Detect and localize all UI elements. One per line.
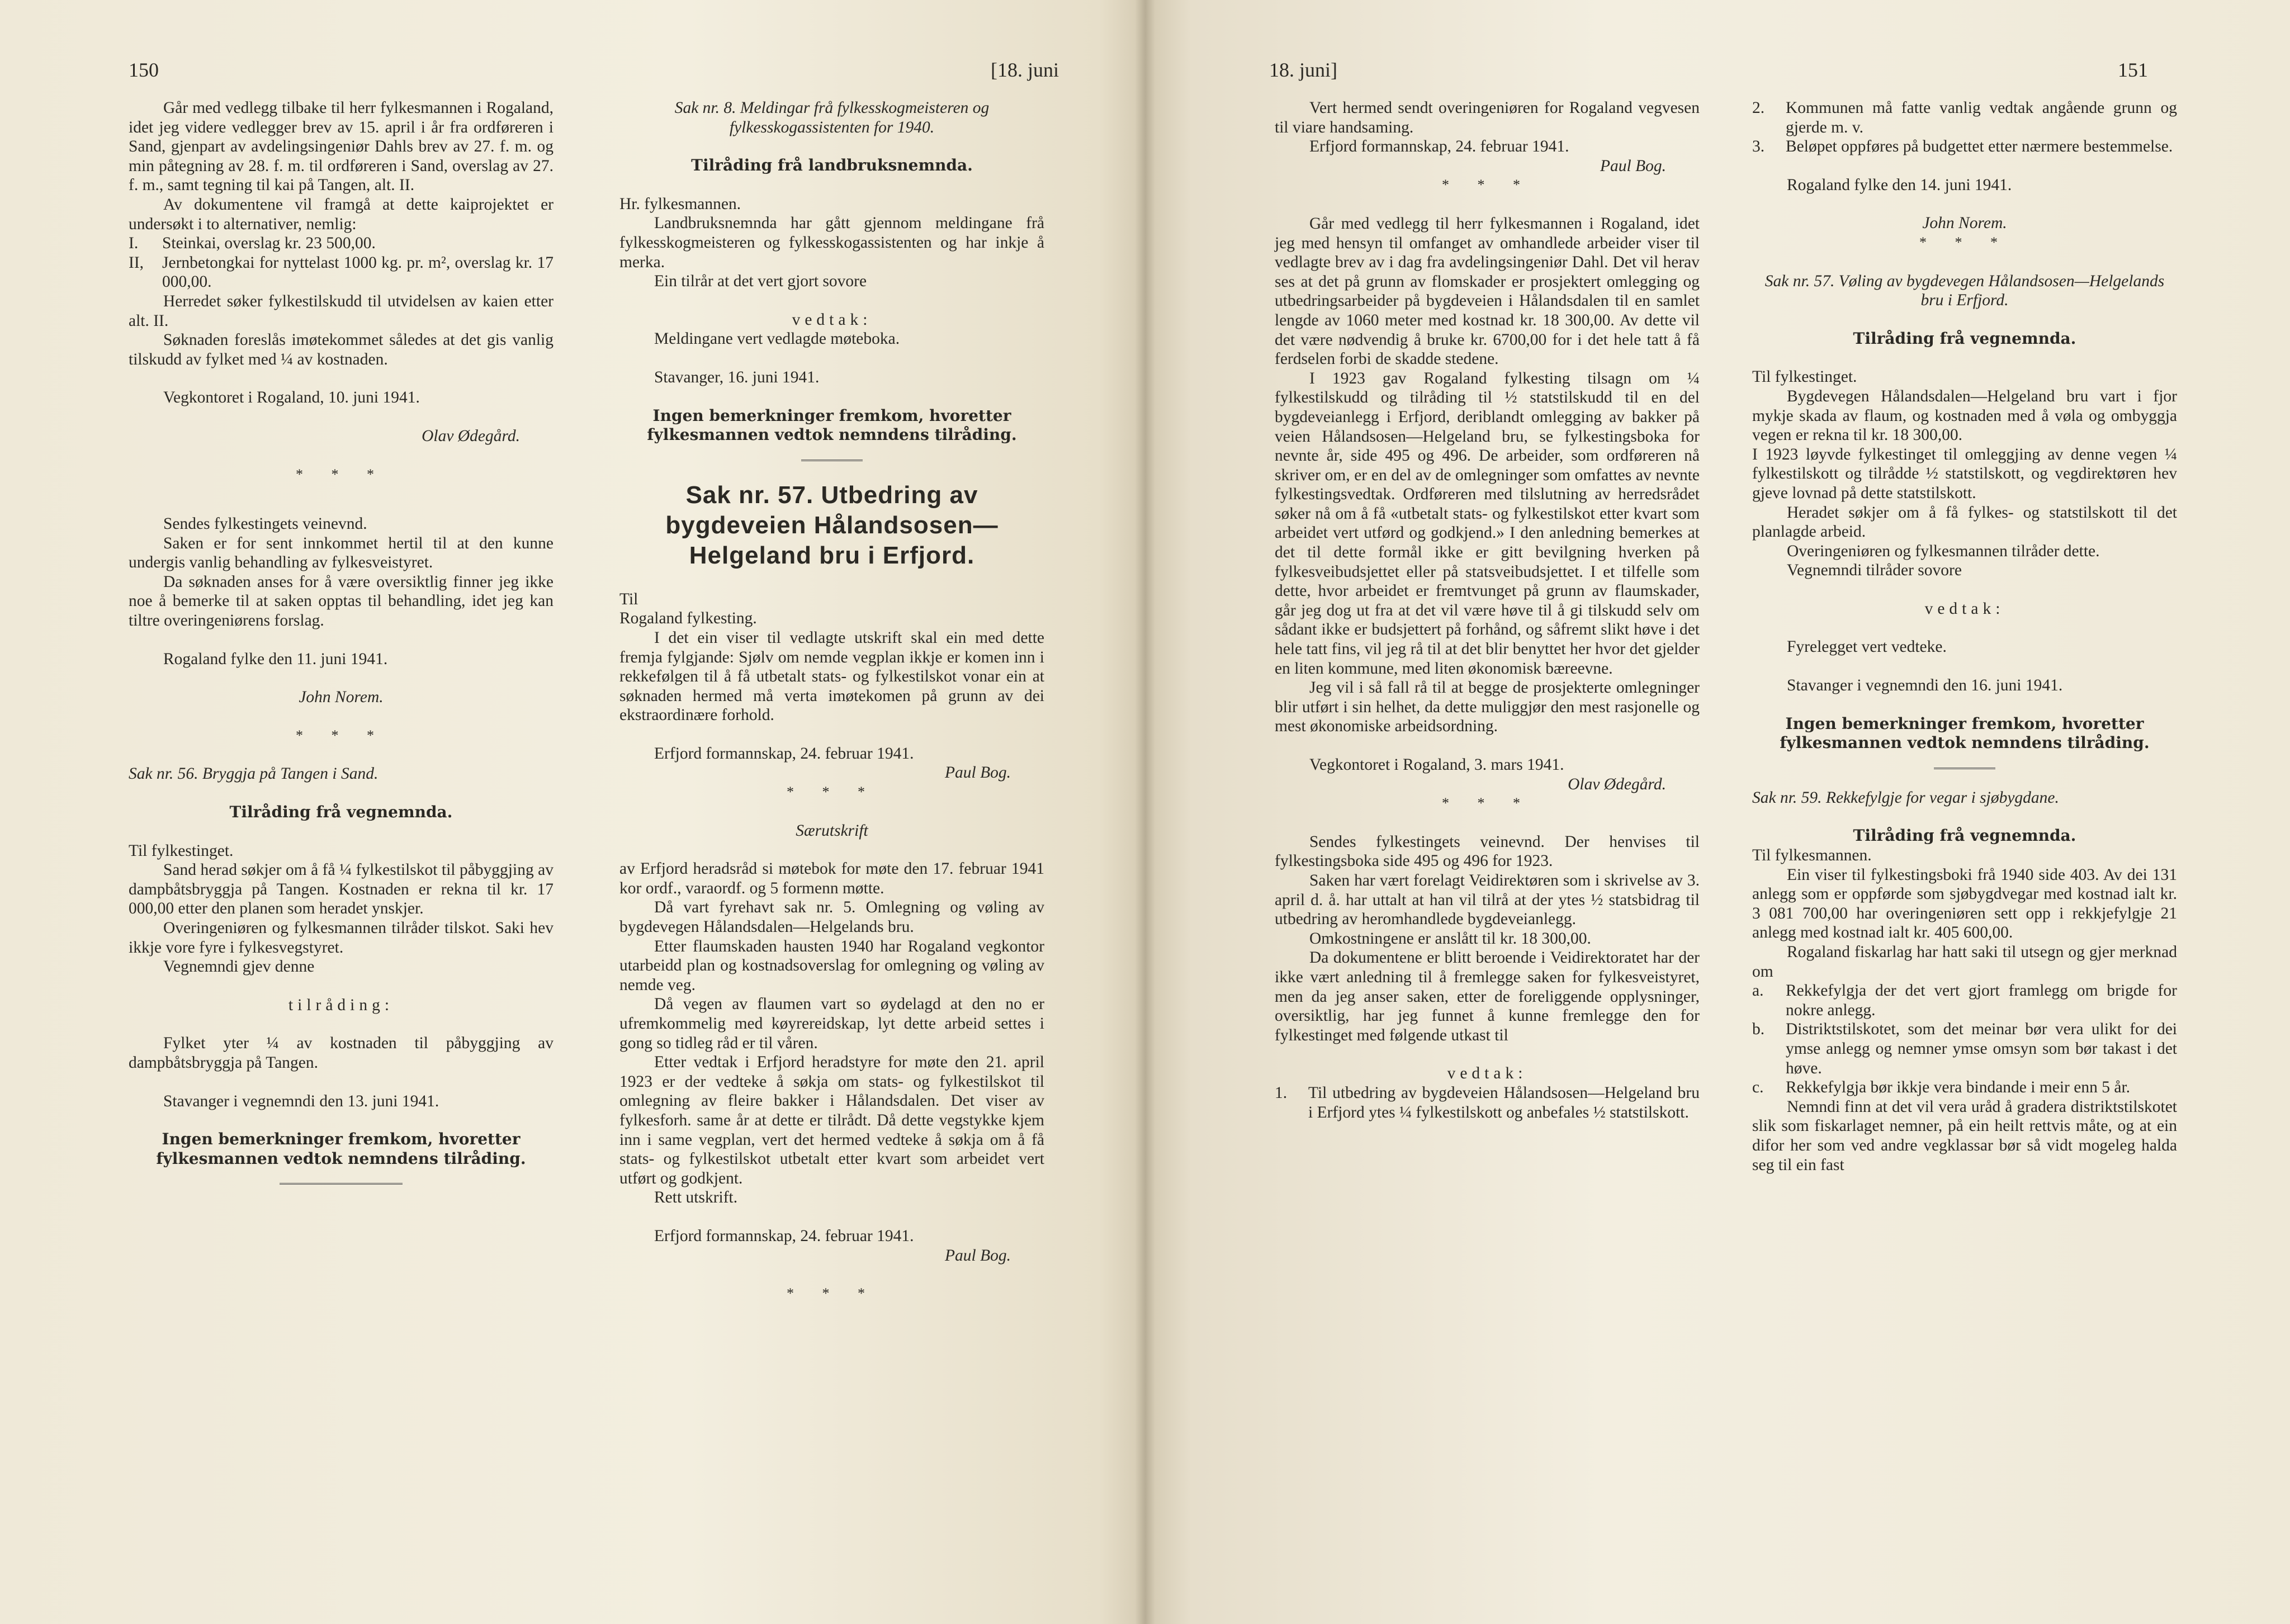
case-title: Sak nr. 8. Meldingar frå fylkesskogmeisteren og fylkesskogassistenten for 1940. <box>674 99 990 136</box>
result-text: Ingen bemerkninger fremkom, hvoretter fylkesmannen vedtok nemndens tilråding. <box>1780 714 2150 752</box>
paragraph: Vegnemndi tilråder sovore <box>1787 561 1962 580</box>
list-item: 1. Til utbedring av bygdeveien Hålandsosen—Helgeland bru i Erfjord ytes ¼ fylkestilskott og anbefales ½ statstilskott. <box>1275 1083 1700 1121</box>
signature: Paul Bog. <box>945 1246 1011 1265</box>
paragraph: Fyrelegget vert vedteke. <box>1787 638 1947 656</box>
list-item: I. Steinkai, overslag kr. 23 500,00. <box>129 234 376 253</box>
signature: John Norem. <box>299 688 384 707</box>
paragraph: Då vegen av flaumen vart so øydelagd at den no er ufremkommelig med køyrereidskap, lyt dette arbeid settes i gong so tidleg råd er til våren. <box>619 995 1044 1052</box>
paragraph: Saken har vært forelagt Veidirektøren som i skrivelse av 3. april d. å. har uttalt at han vil tilrå at der ytes ½ statsbidrag til utbedring av heromhandlede bygdeveianlegg. <box>1275 871 1700 929</box>
separator-stars: * * * <box>787 1285 877 1302</box>
office-line: Erfjord formannskap, 24. februar 1941. <box>654 744 914 763</box>
right-column-1 <box>1275 98 1700 1122</box>
decision-label: vedtak: <box>1447 1064 1527 1083</box>
paragraph: Sendes fylkestingets veinevnd. <box>163 515 367 533</box>
paragraph: Vert hermed sendt overingeniøren for Rogaland vegvesen til viare handsaming. <box>1275 99 1700 136</box>
section-heading: Tilråding frå landbruksnemnda. <box>691 156 973 175</box>
document-subtitle: Særutskrift <box>796 821 868 840</box>
paragraph: Herredet søker fylkestilskudd til utvidelsen av kaien etter alt. II. <box>129 292 553 330</box>
section-heading: Tilråding frå vegnemnda. <box>1853 826 2076 845</box>
case-title: Sak nr. 59. Rekkefylgje for vegar i sjøbygdane. <box>1752 788 2059 807</box>
right-page <box>1145 0 2290 1624</box>
paragraph: Landbruksnemnda har gått gjennom meldingane frå fylkesskogmeisteren og fylkesskogassistenten og har inkje å merka. <box>619 214 1044 271</box>
separator-stars: * * * <box>296 466 386 482</box>
section-heading: Tilråding frå vegnemnda. <box>229 803 453 822</box>
paragraph: Sand herad søkjer om å få ¼ fylkestilskot til påbyggjing av dampbåtsbryggja på Tangen. Kostnaden er rekna til kr. 17 000,00 etter den planen som heradet ynskjer. <box>129 861 553 918</box>
paragraph: Da søknaden anses for å være oversiktlig finner jeg ikke noe å bemerke til at saken opptas til behandling, idet jeg kan tiltre overingeniørens forslag. <box>129 572 553 630</box>
place-date: Stavanger i vegnemndi den 16. juni 1941. <box>1787 676 2063 695</box>
paragraph: Etter vedtak i Erfjord heradstyre for møte den 21. april 1923 er der vedteke å søkja om stats- og fylkestilskot til omlegning av fleire bakker i Hålandsdalen. Det viser av fylkesforh. same år at dette er tilrådt. Då dette vegstykke kjem inn i same vegplan, vert det hermed vedteke å søkja om å få stats- og fylkestilskot utbetalt etter kvart som arbeidet vert utført og godkjent. <box>619 1053 1044 1187</box>
signature: John Norem. <box>1922 214 2007 233</box>
paragraph: Går med vedlegg til herr fylkesmannen i Rogaland, idet jeg med hensyn til omfanget av omhandlede arbeider viser til vedlagte brev av i dag fra avdelingsingeniør Dahl. Det vil herav ses at det på grunn av flomskader er prosjektert omlegging og utbedringsarbeider på bygdeveien i Hålandsdalen til en samlet lengde av 1060 meter med kostnad kr. 18 300,00. Av dette vil det være nødvendig å bruke kr. 6700,00 for i det hele tatt å få ferdselen forbi de skadde stedene. <box>1275 214 1700 368</box>
paragraph: Nemndi finn at det vil vera uråd å gradera distriktstilskotet slik som fiskarlaget nemner, på ein heilt rettvis måte, og at ein difor her som ved andre vegklassar bør så vidt mogeleg halda seg til ein fast <box>1752 1097 2177 1174</box>
office-line: Vegkontoret i Rogaland, 10. juni 1941. <box>163 389 420 407</box>
office-line: Vegkontoret i Rogaland, 3. mars 1941. <box>1309 756 1564 774</box>
separator-stars: * * * <box>787 784 877 801</box>
addressee: Til fylkestinget. <box>129 841 234 860</box>
list-item: c. Rekkefylgja bør ikkje vera bindande i meir enn 5 år. <box>1752 1078 2131 1097</box>
list-item: 2. Kommunen må fatte vanlig vedtak angående grunn og gjerde m. v. <box>1752 99 2177 136</box>
paragraph: Av dokumentene vil framgå at dette kaiprojektet er undersøkt i to alternativer, nemlig: <box>129 195 553 233</box>
paragraph: Heradet søkjer om å få fylkes- og statstilskott til det planlagde arbeid. <box>1752 503 2177 541</box>
paragraph: Ein viser til fylkestingsboki frå 1940 side 403. Av dei 131 anlegg som er oppførde som sjøbygdvegar med kostnad ialt kr. 3 081 700,00 har overingeniøren sett opp i rekkjefylgje 21 anlegg med kostnad ialt kr. 405 600,00. <box>1752 865 2177 942</box>
office-line: Erfjord formannskap, 24. februar 1941. <box>654 1227 914 1245</box>
separator-stars: * * * <box>1919 234 2010 250</box>
addressee: Til <box>619 590 638 608</box>
header-date-left: [18. juni <box>991 59 1059 81</box>
paragraph: Meldingane vert vedlagde møteboka. <box>654 330 900 348</box>
left-column-1 <box>129 98 553 1185</box>
section-heading: Tilråding frå vegnemnda. <box>1853 329 2076 348</box>
addressee: Rogaland fylkesting. <box>619 609 757 628</box>
decision-label: vedtak: <box>1924 599 2005 618</box>
addressee: Til fylkesmannen. <box>1752 846 1872 865</box>
left-column-2 <box>619 98 1044 1304</box>
paragraph: Etter flaumskaden hausten 1940 har Rogaland vegkontor utarbeidd plan og kostnadsoverslag for omlegning og vøling av nemde veg. <box>619 937 1044 994</box>
decision-label: tilråding: <box>288 996 394 1014</box>
signature: Paul Bog. <box>1600 157 1666 175</box>
paragraph: Rett utskrift. <box>654 1189 738 1207</box>
case-title: Sak nr. 57. Vøling av bygdevegen Hålandsosen—Helgelands bru i Erfjord. <box>1764 272 2165 310</box>
paragraph: Då vart fyrehavt sak nr. 5. Omlegning og vøling av bygdevegen Hålandsdalen—Helgelands bru. <box>619 898 1044 936</box>
list-item: 3. Beløpet oppføres på budgettet etter nærmere bestemmelse. <box>1752 138 2173 156</box>
place-date: Stavanger, 16. juni 1941. <box>654 368 820 386</box>
signature: Olav Ødegård. <box>1568 775 1666 793</box>
office-line: Rogaland fylke den 11. juni 1941. <box>163 650 388 668</box>
paragraph: Går med vedlegg tilbake til herr fylkesmannen i Rogaland, idet jeg videre vedlegger brev av 15. april i år fra ordføreren i Sand, gjenpart av avdelingsingeniør Dahls brev av 27. f. m. og min påtegning av 28. f. m. til ordføreren i Sand, overslag av 27. f. m., samt tegning til kai på Tangen, alt. II. <box>129 99 553 195</box>
page-number-left: 150 <box>129 59 159 81</box>
book-gutter <box>1135 0 1155 1624</box>
paragraph: Sendes fylkestingets veinevnd. Der henvises til fylkestingsboka side 495 og 496 for 1923. <box>1275 832 1700 870</box>
paragraph: Rogaland fiskarlag har hatt saki til utsegn og gjer merknad om <box>1752 943 2177 981</box>
page-number-right: 151 <box>2118 59 2148 81</box>
place-date: Stavanger i vegnemndi den 13. juni 1941. <box>163 1092 439 1110</box>
signature: Paul Bog. <box>945 764 1011 782</box>
paragraph: Bygdevegen Hålandsdalen—Helgeland bru vart i fjor mykje skada av flaum, og kostnaden med å vøla og ombyggja vegen er rekna til kr. 18 300,00. <box>1752 387 2177 444</box>
office-line: Erfjord formannskap, 24. februar 1941. <box>1309 138 1569 156</box>
separator-stars: * * * <box>1442 795 1532 812</box>
separator-stars: * * * <box>296 727 386 744</box>
paragraph: Søknaden foreslås imøtekommet således at det gis vanlig tilskudd av fylket med ¼ av kostnaden. <box>129 331 553 368</box>
paragraph: Vegnemndi gjev denne <box>163 958 315 976</box>
paragraph: I 1923 gav Rogaland fylkesting tilsagn om ¼ fylkestilskudd og tilråding til ½ statstilskudd til en del bygdeveianlegg i Erfjord, deriblandt omlegging av bakker på veien Hålandsosen—Helgeland bru, se fylkestingsboka for nevnte år, side 495 og 496. De arbeider, som ordføreren nå skriver om, er en del av de omlegninger som omfattes av nevnte fylkestingsvedtak. Ordføreren med tilslutning av herredsrådet søker nå om å få «utbetalt stats- og fylkestilskot etter kvart som arbeidet vert utførd og godkjend.» I den anledning bemerkes at det til dette formål ikke er gitt bevilgning hverken på fylkesveibudsjettet eller på statsveibudsjettet. I et tilfelle som dette, hvor arbeidet er fremtvunget på grunn av flaumskader, går jeg dog ut fra at det vil være høve til å gi tilskudd selv om sådant ikke er budsjettert på forhånd, og såfremt slikt høve i det hele tatt fins, vil jeg rå til at det blir benyttet her hvor det gjelder en liten kommune, med liten økonomisk bæreevne. <box>1275 369 1700 678</box>
list-item: II, Jernbetongkai for nyttelast 1000 kg. pr. m², overslag kr. 17 000,00. <box>129 253 553 291</box>
paragraph: Overingeniøren og fylkesmannen tilråder dette. <box>1787 542 2100 560</box>
list-item: b. Distriktstilskotet, som det meinar bør vera ulikt for dei ymse anlegg og nemner ymse omsyn som bør takast i det høve. <box>1752 1020 2177 1077</box>
paragraph: Fylket yter ¼ av kostnaden til påbyggjing av dampbåtsbryggja på Tangen. <box>129 1034 553 1072</box>
signature: Olav Ødegård. <box>422 427 520 445</box>
paragraph: I 1923 løyvde fylkestinget til omleggjing av denne vegen ¼ fylkestilskott og tilrådde ½ statstilskott, og vegdirektøren hev gjeve lovnad på dette statstilskott. <box>1752 445 2177 502</box>
result-text: Ingen bemerkninger fremkom, hvoretter fylkesmannen vedtok nemndens tilråding. <box>647 406 1017 444</box>
list-item: a. Rekkefylgja der det vert gjort framlegg om brigde for nokre anlegg. <box>1752 982 2177 1019</box>
paragraph: Omkostningene er anslått til kr. 18 300,00. <box>1309 929 1591 948</box>
case-title: Sak nr. 56. Bryggja på Tangen i Sand. <box>129 765 378 783</box>
paragraph: Jeg vil i så fall rå til at begge de prosjekterte omlegninger blir utført i sin helhet, da dette muliggjør den mest rasjonelle og mest økonomiske arbeidsordning. <box>1275 679 1700 736</box>
paragraph: Saken er for sent innkommet hertil til at den kunne undergis vanlig behandling av fylkesveistyret. <box>129 534 553 572</box>
decision-label: vedtak: <box>792 310 872 329</box>
right-column-2 <box>1752 98 2177 1175</box>
paragraph: Da dokumentene er blitt beroende i Veidirektoratet har der ikke vært anledning til å fremlegge saken for fylkesveistyret, men da jeg anser saken, etter de foreliggende opplysninger, oversiktlig, har jeg funnet å kunne fremlegge den for fylkestinget med følgende utkast til <box>1275 949 1700 1044</box>
addressee: Hr. fylkesmannen. <box>619 195 741 213</box>
paragraph: I det ein viser til vedlagte utskrift skal ein med dette fremja fylgjande: Sjølv om nemde vegplan ikkje er komen inn i rekkefølgen til å få utbetalt stats- og fylkestilskot vonar ein at søknaden hermed må verta imøtekomen på grunn av dei ekstraordinære forhold. <box>619 628 1044 725</box>
section-divider <box>280 1183 403 1185</box>
result-text: Ingen bemerkninger fremkom, hvoretter fylkesmannen vedtok nemndens tilråding. <box>156 1130 526 1168</box>
addressee: Til fylkestinget. <box>1752 368 1857 386</box>
case-heading: Sak nr. 57. Utbedring av bygdeveien Hålandsosen—Helgeland bru i Erfjord. <box>665 481 999 569</box>
paragraph: Ein tilrår at det vert gjort sovore <box>654 272 867 291</box>
paragraph: av Erfjord heradsråd si møtebok for møte den 17. februar 1941 kor ordf., varaordf. og 5 formenn møtte. <box>619 860 1044 897</box>
header-date-right: 18. juni] <box>1269 59 1337 81</box>
separator-stars: * * * <box>1442 177 1532 193</box>
office-line: Rogaland fylke den 14. juni 1941. <box>1787 176 2012 194</box>
paragraph: Overingeniøren og fylkesmannen tilråder tilskot. Saki hev ikkje vore fyre i fylkesvegstyret. <box>129 919 553 957</box>
